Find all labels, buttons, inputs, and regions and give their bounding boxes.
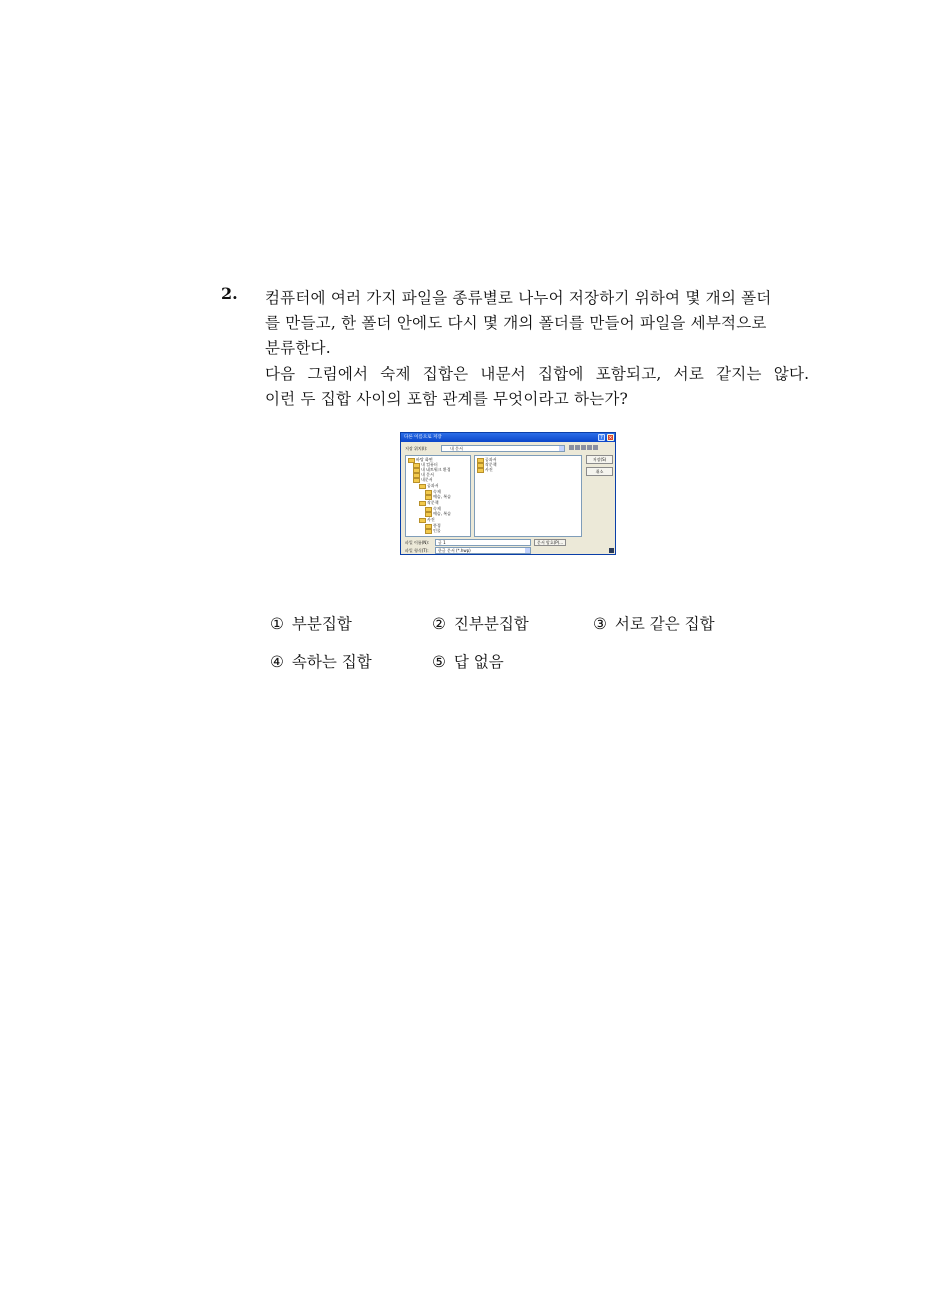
back-icon[interactable] xyxy=(569,445,574,450)
question-line: 이런 두 집합 사이의 포함 관계를 무엇이라고 하는가? xyxy=(265,390,629,408)
file-type-label: 파일 형식(T): xyxy=(405,548,429,553)
file-name-label: 파일 이름(N): xyxy=(405,540,430,545)
tree-item[interactable]: 풍경 xyxy=(425,523,441,529)
file-item[interactable]: 작문책 xyxy=(477,462,497,468)
question-line: 분류한다. xyxy=(265,339,331,357)
tree-item[interactable]: 숙제 xyxy=(425,489,441,495)
dialog-title-bar xyxy=(401,433,615,442)
resize-grip-icon[interactable] xyxy=(609,548,614,553)
chevron-down-icon[interactable] xyxy=(525,548,530,553)
choice-4[interactable] xyxy=(270,650,372,672)
tree-item[interactable]: 공과서 xyxy=(419,483,439,489)
choice-3[interactable] xyxy=(593,612,715,634)
tree-item[interactable]: 인물 xyxy=(425,528,441,534)
save-as-dialog xyxy=(400,432,616,555)
folder-icon xyxy=(413,478,420,483)
dialog-toolbar xyxy=(569,445,613,452)
file-item[interactable]: 사진 xyxy=(477,467,493,473)
tools-icon[interactable] xyxy=(593,445,598,450)
folder-icon xyxy=(477,468,484,473)
folder-icon xyxy=(419,518,426,523)
cancel-button[interactable]: 취소 xyxy=(586,467,613,476)
folder-icon xyxy=(425,529,432,534)
question-line: 컴퓨터에 여러 가지 파일을 종류별로 나누어 저장하기 위하여 몇 개의 폴더 xyxy=(265,289,772,307)
folder-icon xyxy=(419,484,426,489)
save-in-combo[interactable] xyxy=(441,445,565,452)
tree-item[interactable]: 내 컴퓨터 xyxy=(413,462,438,468)
save-in-label: 저장 위치(I): xyxy=(405,446,428,451)
choice-text: 부분집합 xyxy=(291,615,352,633)
choice-text: 속하는 집합 xyxy=(291,653,372,671)
choice-1[interactable] xyxy=(270,612,352,634)
question-line: 다음 그림에서 숙제 집합은 내문서 집합에 포함되고, 서로 같지는 않다. xyxy=(265,365,810,383)
tree-item[interactable]: 내문서 xyxy=(413,477,433,483)
choice-mark: ④ xyxy=(270,653,284,671)
save-button[interactable]: 저장(S) xyxy=(586,455,613,464)
up-folder-icon[interactable] xyxy=(575,445,580,450)
tree-item[interactable]: 숙제 xyxy=(425,506,441,512)
folder-icon xyxy=(425,495,432,500)
question-line: 를 만들고, 한 폴더 안에도 다시 몇 개의 폴더를 만들어 파일을 세부적으로 xyxy=(265,314,767,332)
tree-item[interactable]: 사진 xyxy=(419,517,435,523)
file-type-value: 한글 문서 (*.hwp) xyxy=(438,548,471,553)
tree-item[interactable]: 내 네트워크 환경 xyxy=(413,467,451,473)
choice-text: 서로 같은 집합 xyxy=(614,615,715,633)
dialog-title: 다른 이름으로 저장 xyxy=(404,435,442,440)
close-icon[interactable]: × xyxy=(608,435,613,441)
view-menu-icon[interactable] xyxy=(587,445,592,450)
tree-item[interactable]: 예습, 복습 xyxy=(425,511,451,517)
doc-password-button[interactable]: 문서 암호(P)... xyxy=(534,539,566,546)
choice-mark: ③ xyxy=(593,615,607,633)
file-item[interactable]: 공과서 xyxy=(477,457,497,463)
tree-item[interactable]: 예습, 복습 xyxy=(425,494,451,500)
choice-text: 답 없음 xyxy=(453,653,504,671)
choice-mark: ① xyxy=(270,615,284,633)
choice-5[interactable] xyxy=(432,650,504,672)
choice-mark: ② xyxy=(432,615,446,633)
folder-icon xyxy=(425,512,432,517)
tree-item[interactable]: 작문책 xyxy=(419,500,439,506)
file-type-select[interactable] xyxy=(435,547,531,554)
chevron-down-icon[interactable] xyxy=(559,446,564,451)
choice-mark: ⑤ xyxy=(432,653,446,671)
file-name-input[interactable]: 글 1 xyxy=(435,539,531,546)
file-list[interactable] xyxy=(474,455,582,537)
choice-2[interactable] xyxy=(432,612,529,634)
choice-text: 진부분집합 xyxy=(453,615,529,633)
tree-item[interactable]: 바탕 화면 xyxy=(408,457,433,463)
question-number: 2. xyxy=(221,284,238,303)
tree-item[interactable]: 내 문서 xyxy=(413,472,434,478)
help-icon[interactable]: ? xyxy=(598,434,605,441)
folder-tree[interactable] xyxy=(405,455,471,537)
folder-icon xyxy=(419,501,426,506)
save-in-value: 내 문서 xyxy=(450,446,463,451)
new-folder-icon[interactable] xyxy=(581,445,586,450)
